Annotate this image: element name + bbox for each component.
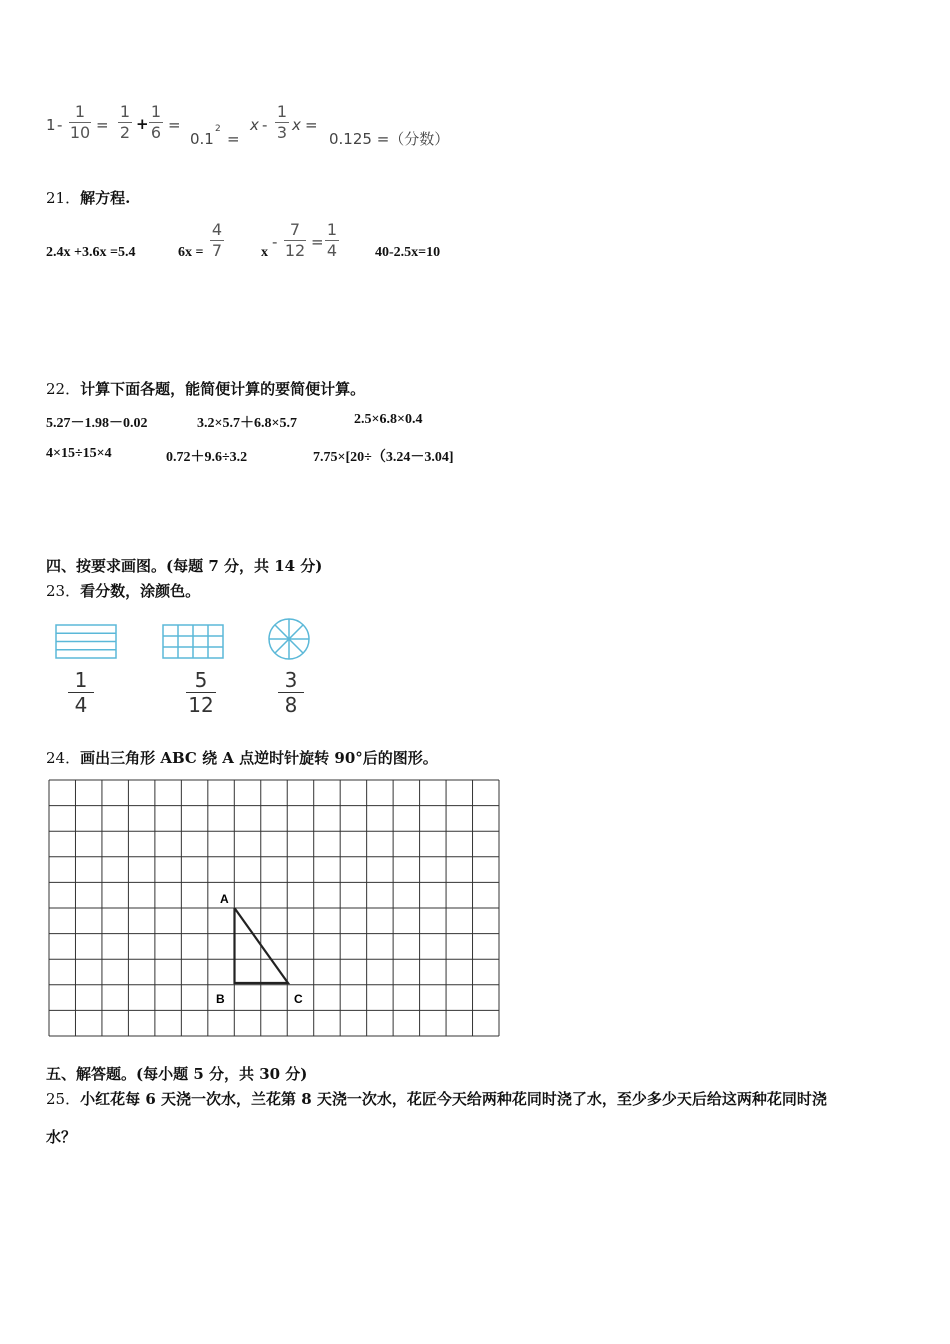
expr3-equals: = [227,130,240,148]
q23-fraction-2-den: 12 [188,693,214,717]
q21-equation-3-fraction1 [284,222,306,259]
q23-number: 23． [46,582,81,600]
expr4-x: x [250,116,259,134]
q22-item-4: 4×15÷15×4 [46,446,112,461]
expr4-den: 3 [276,123,288,142]
expr3-exponent: 2 [215,124,221,134]
q25-text-1: 小红花每 6 天浇一次水，兰花第 8 天浇一次水，花匠今天给两种花同时浇了水，至少多少天后给这两种花同时浇 [80,1090,827,1108]
q21-equation-3-minus: - [272,233,278,251]
q22-item-3: 2.5×6.8×0.4 [354,412,423,427]
expr4-equals: = [305,116,318,134]
expr3-base: 0.1 [190,130,214,148]
expr2-equals: = [168,116,181,134]
q23-fraction-2 [186,670,216,715]
q21-equation-4: 40-2.5x=10 [375,245,441,260]
q21-equation-2-fraction [210,222,224,259]
q24-title: 画出三角形 ABC 绕 A 点逆时针旋转 90°后的图形。 [80,749,438,767]
q23-fraction-2-num: 5 [194,668,208,692]
q22-item-6: 7.75×[20÷（3.24－3.04] [313,450,454,465]
q21-eq3-den2: 4 [326,241,338,260]
q21-eq2-den: 7 [211,241,223,260]
expr1-fraction [69,104,91,141]
section4-title: 四、按要求画图。(每题 7 分，共 14 分) [46,557,323,575]
q23-fraction-1-num: 1 [74,668,88,692]
q25-number: 25． [46,1090,81,1108]
label-c: C [294,992,303,1006]
expr2-fraction1 [118,104,132,141]
q21-eq3-num2: 1 [326,220,338,239]
rect-quarters-shape[interactable] [56,625,116,658]
expr2-num2: 1 [150,102,162,121]
expr4-minus: - [262,116,268,134]
label-a: A [220,892,229,906]
q24-heading [46,747,438,768]
q22-number: 22． [46,380,81,398]
q23-fraction-1 [68,670,94,715]
q23-heading [46,580,200,601]
q25-line-1 [46,1088,827,1109]
expr2-fraction2 [149,104,163,141]
q21-number: 21． [46,189,81,207]
q23-fraction-3-num: 3 [284,668,298,692]
expr4-num: 1 [276,102,288,121]
q22-item-2: 3.2×5.7＋6.8×5.7 [197,416,297,431]
q23-fraction-3-den: 8 [284,693,298,717]
expr1-one: 1 [46,116,56,134]
q21-equation-3-fraction2 [325,222,339,259]
q22-heading [46,378,365,399]
circle-eighths-shape[interactable] [269,619,309,659]
q25-line-2: 水？ [46,1128,77,1146]
q22-item-5: 0.72＋9.6÷3.2 [166,450,248,465]
q23-fraction-3 [278,670,304,715]
q24-grid[interactable] [48,779,502,1039]
q21-eq3-num1: 7 [289,220,301,239]
label-b: B [216,992,225,1006]
expr1-numerator: 1 [74,102,86,121]
expr4-x2: x [292,116,301,134]
q23-shapes [50,618,330,666]
expr2-den1: 2 [119,123,131,142]
q21-eq3-den1: 12 [284,241,306,260]
q21-heading [46,187,130,208]
expr2-num1: 1 [119,102,131,121]
q21-equation-3-x: x [261,245,268,260]
expr5: 0.125 =（分数） [329,130,450,148]
expr1-denominator: 10 [69,123,91,142]
q22-title: 计算下面各题，能简便计算的要简便计算。 [80,380,366,398]
q21-equation-3-equals: = [311,233,324,251]
q21-eq2-num: 4 [211,220,223,239]
q21-equation-2-lhs: 6x = [178,245,204,260]
rect-twelfths-shape[interactable] [163,625,223,658]
expr2-plus: + [136,115,149,133]
section5-title: 五、解答题。(每小题 5 分，共 30 分) [46,1065,308,1083]
q21-equation-1: 2.4x +3.6x =5.4 [46,245,136,260]
q23-title: 看分数，涂颜色。 [80,582,201,600]
expr1-equals: = [96,116,109,134]
expr4-fraction [275,104,289,141]
expr1-minus: - [57,116,63,134]
q23-fraction-1-den: 4 [74,693,88,717]
q22-item-1: 5.27－1.98－0.02 [46,416,148,431]
q24-number: 24． [46,749,81,767]
q21-title: 解方程. [80,189,131,207]
expr2-den2: 6 [150,123,162,142]
